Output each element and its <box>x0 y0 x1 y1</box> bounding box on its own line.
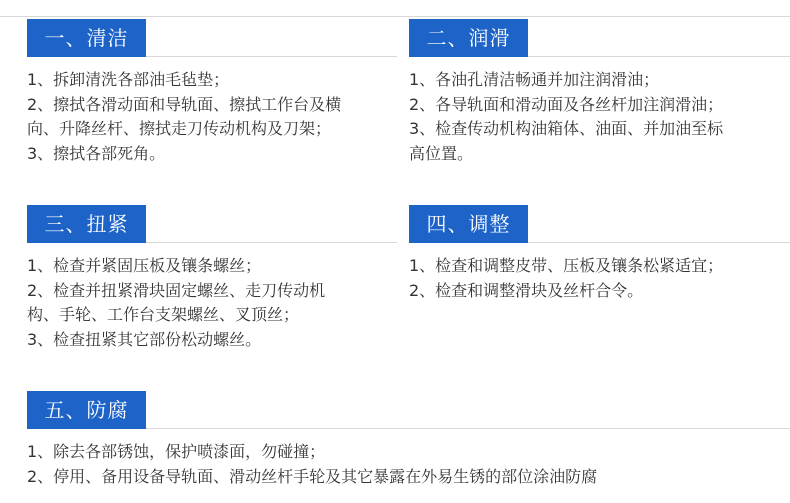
section-divider <box>528 56 790 57</box>
body-line: 1、除去各部锈蚀，保护喷漆面，勿碰撞； <box>27 442 326 461</box>
body-line: 2、停用、备用设备导轨面、滑动丝杆手轮及其它暴露在外易生锈的部位涂油防腐 <box>27 466 598 486</box>
section-body <box>409 254 723 303</box>
section-body <box>27 68 341 166</box>
body-line: 2、检查和调整滑块及丝杆合令。 <box>409 280 644 300</box>
body-line: 3、检查扭紧其它部份松动螺丝。 <box>27 329 262 349</box>
body-line: 构、手轮、工作台支架螺丝、叉顶丝； <box>27 305 300 324</box>
section-body <box>27 254 325 352</box>
top-divider <box>0 16 790 17</box>
section-divider <box>146 242 397 243</box>
body-line: 2、检查并扭紧滑块固定螺丝、走刀传动机 <box>27 280 326 300</box>
section-adjustment <box>409 205 723 303</box>
section-body <box>409 68 723 166</box>
section-cleaning <box>27 19 341 166</box>
section-anticorrosion <box>27 391 597 489</box>
section-divider <box>146 56 397 57</box>
body-line: 向、升降丝杆、擦拭走刀传动机构及刀架； <box>27 119 332 138</box>
body-line: 3、检查传动机构油箱体、油面、并加油至标 <box>409 119 724 138</box>
section-heading: 五、防腐 <box>27 391 146 429</box>
section-lubrication <box>409 19 723 166</box>
body-line: 1、各油孔清洁畅通并加注润滑油； <box>409 70 660 89</box>
section-heading: 三、扭紧 <box>27 205 146 243</box>
body-line: 1、拆卸清洗各部油毛毡垫； <box>27 70 230 89</box>
section-heading: 四、调整 <box>409 205 528 243</box>
body-line: 高位置。 <box>409 143 474 163</box>
body-line: 3、擦拭各部死角。 <box>27 143 166 163</box>
section-heading: 一、清洁 <box>27 19 146 57</box>
body-line: 2、各导轨面和滑动面及各丝杆加注润滑油； <box>409 94 724 114</box>
body-line: 1、检查并紧固压板及镶条螺丝； <box>27 256 262 275</box>
section-body <box>27 440 597 489</box>
section-divider <box>528 242 790 243</box>
section-divider <box>146 428 790 429</box>
section-tightening <box>27 205 325 352</box>
body-line: 2、擦拭各滑动面和导轨面、擦拭工作台及横 <box>27 94 342 114</box>
section-heading: 二、润滑 <box>409 19 528 57</box>
body-line: 1、检查和调整皮带、压板及镶条松紧适宜； <box>409 256 724 275</box>
